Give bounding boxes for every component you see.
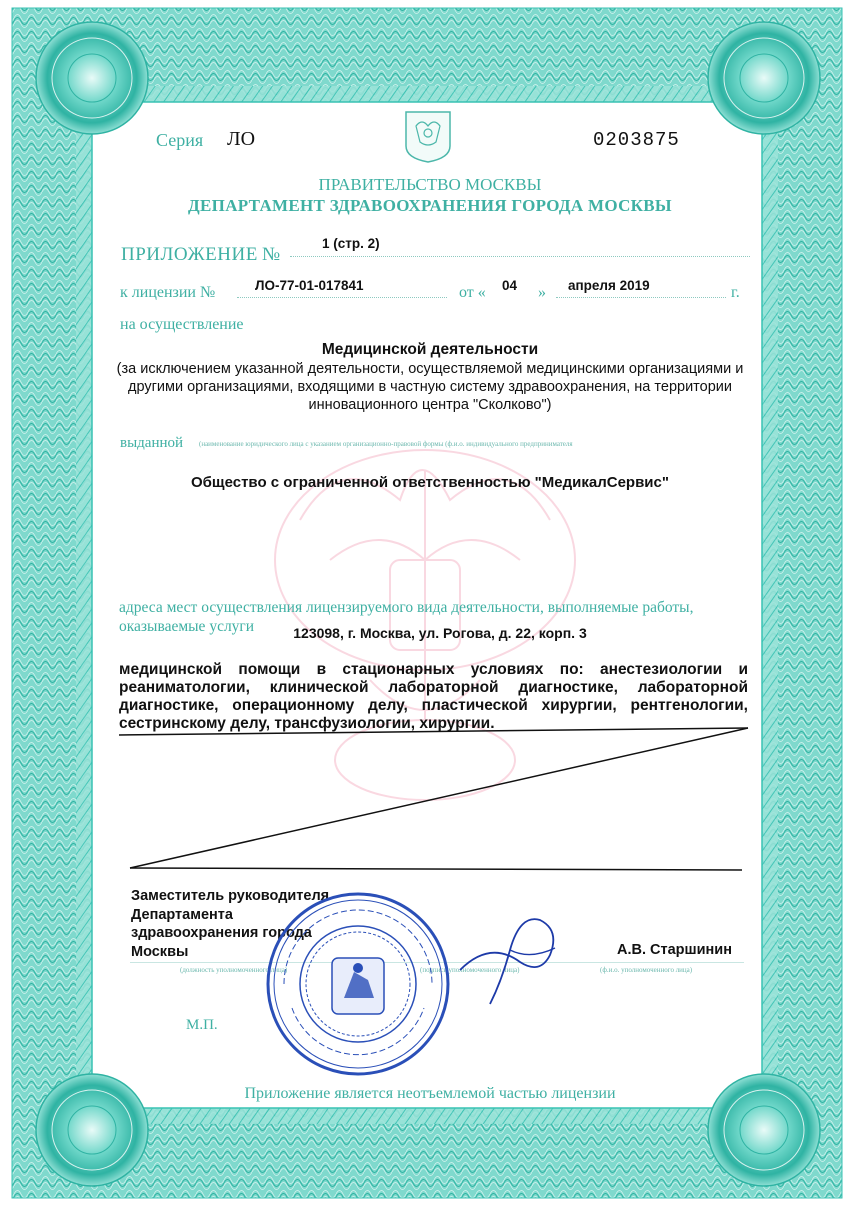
issued-label: выданной (120, 435, 184, 451)
license-year-suffix: г. (731, 284, 740, 301)
signatory-position-line-4: Москвы (131, 943, 189, 960)
activity-address: 123098, г. Москва, ул. Рогова, д. 22, корп. 3 (293, 625, 587, 641)
government-title: ПРАВИТЕЛЬСТВО МОСКВЫ (318, 175, 542, 194)
license-holder: Общество с ограниченной ответственностью "МедикалСервис" (191, 474, 669, 491)
signatory-position-line-3: здравоохранения города (131, 925, 312, 941)
footer-note: Приложение является неотъемлемой частью лицензии (244, 1085, 616, 1102)
seal-label: М.П. (186, 1017, 218, 1033)
series-value: ЛО (227, 128, 256, 150)
license-date-from: от « (459, 284, 486, 301)
addresses-label: адреса мест осуществления лицензируемого вида деятельности, выполняемые работы, оказываемые услуги (119, 599, 694, 635)
appendix-number-sign: № (262, 244, 281, 265)
department-title: ДЕПАРТАМЕНТ ЗДРАВООХРАНЕНИЯ ГОРОДА МОСКВЫ (188, 196, 672, 215)
signatory-position-line-1: Заместитель руководителя (131, 888, 330, 904)
series-label: Серия (156, 130, 204, 150)
license-day: 04 (502, 278, 518, 293)
name-hint: (ф.и.о. уполномоченного лица) (600, 966, 693, 974)
signatory-position-line-2: Департамента (131, 906, 233, 923)
appendix-number: 1 (стр. 2) (322, 236, 380, 251)
license-number: ЛО-77-01-017841 (255, 278, 364, 293)
official-stamp (262, 888, 454, 1080)
license-quote-close: » (538, 284, 546, 301)
issued-hint: (наименование юридического лица с указанием организационно-правовой формы (ф.и.о. индивидуального предпринимателя (199, 440, 573, 448)
handwritten-signature (450, 900, 570, 1010)
signatory-name: А.В. Старшинин (617, 942, 732, 958)
license-month-year: апреля 2019 (568, 278, 650, 293)
services-list: медицинской помощи в стационарных условиях по: анестезиологии и реаниматологии, клинической лабораторной диагностике, лабораторной диагностике, операционному делу, пластической хирургии, рентгенологии, сестринскому делу, трансфузиологии, хирургии. (119, 661, 748, 732)
activity-title: Медицинской деятельности (321, 341, 539, 358)
activity-label: на осуществление (120, 316, 244, 333)
position-hint: (должность уполномоченного лица) (180, 966, 288, 974)
form-number: 0203875 (593, 129, 680, 151)
signature-hint: (подпись уполномоченного лица) (420, 966, 520, 974)
license-label: к лицензии № (120, 284, 216, 301)
activity-description: (за исключением указанной деятельности, осуществляемой медицинскими организациями и другими организациями, входящими в частную систему здравоохранения, на территории инновационного центра "Сколково") (116, 361, 744, 413)
appendix-label: ПРИЛОЖЕНИЕ (121, 244, 258, 265)
